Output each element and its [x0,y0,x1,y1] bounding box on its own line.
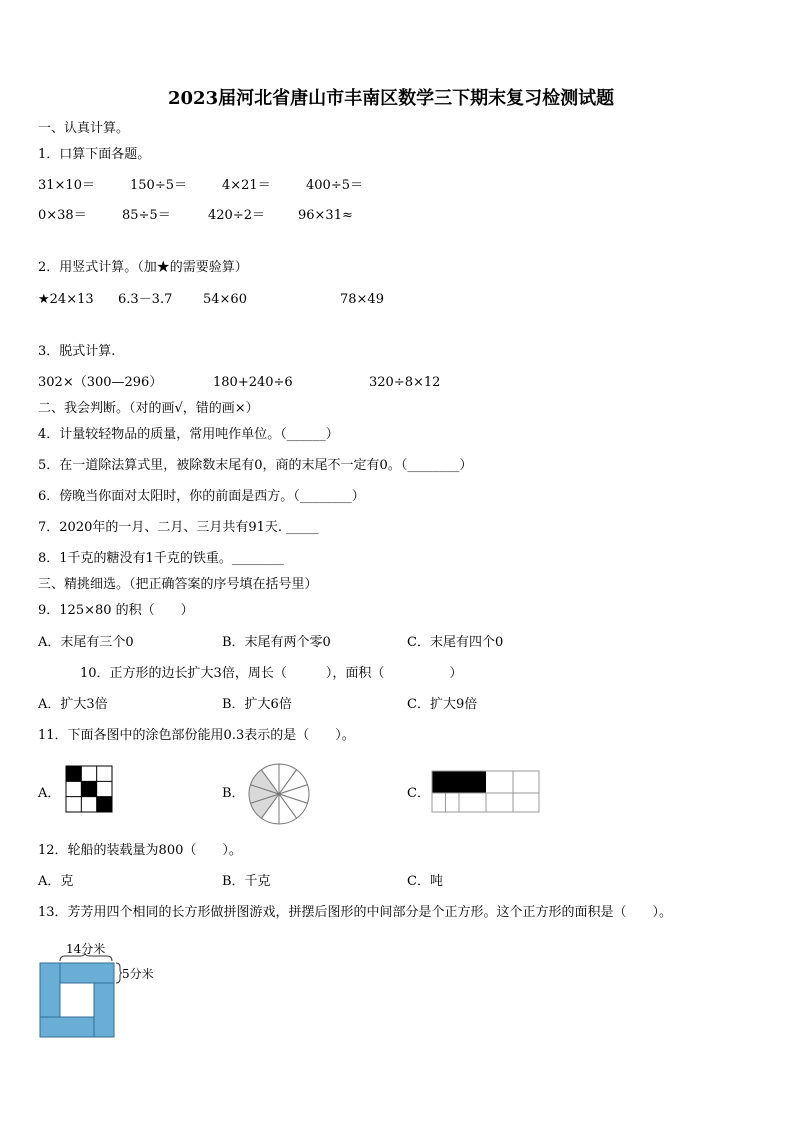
q12-option-b: B．千克 [222,874,271,889]
vertical-calc-4: 78×49 [340,292,384,307]
calc-1-1: 31×10＝ [38,178,95,193]
step-calc-3: 320÷8×12 [369,375,441,390]
step-calc-2: 180+240÷6 [213,375,293,390]
section-heading-1: 一、认真计算。 [38,121,130,136]
grid-a-cell-shaded-3 [97,797,112,812]
q9-option-c: C．末尾有四个0 [407,635,504,650]
q13-width-label: 14分米 [66,942,106,956]
strip-c-shaded-block [432,771,486,793]
step-calc-1: 302×（300—296） [38,375,163,390]
question-13-stem: 13．芳芳用四个相同的长方形做拼图游戏，拼摆后图形的中间部分是个正方形。这个正方形的面积是（ ）。 [38,905,673,920]
question-2-stem: 2．用竖式计算。（加★的需要验算） [38,260,248,275]
calc-2-3: 420÷2＝ [208,208,265,223]
section-heading-2: 二、我会判断。（对的画√，错的画×） [38,401,259,416]
grid-a-cell-shaded-1 [66,766,81,781]
page-title: 2023届河北省唐山市丰南区数学三下期末复习检测试题 [168,88,615,109]
q11-figure-b-circle [248,763,310,825]
q13-rect-left [40,963,60,1017]
q11-figure-c-strip [432,771,540,813]
question-3-stem: 3．脱式计算. [38,344,116,359]
q12-option-a: A．克 [38,874,74,889]
q13-rectangles-figure [40,953,122,1039]
q9-option-b: B．末尾有两个零0 [222,635,331,650]
question-11-stem: 11．下面各图中的涂色部份能用0.3表示的是（ ）。 [38,728,355,743]
calc-1-4: 400÷5＝ [306,178,363,193]
question-9-stem: 9．125×80 的积（ ） [38,603,194,618]
judge-question-5: 5．在一道除法算式里，被除数末尾有0，商的末尾不一定有0。（________） [38,458,473,473]
calc-2-1: 0×38＝ [38,208,87,223]
judge-question-7: 7．2020年的一月、二月、三月共有91天. _____ [38,520,319,535]
q13-center-square [60,983,94,1017]
q13-height-label: 5分米 [122,967,154,981]
q13-rect-right [94,983,114,1037]
judge-question-6: 6．傍晚当你面对太阳时，你的前面是西方。（________） [38,489,365,504]
q13-rect-bottom [40,1017,94,1037]
q11-label-c: C． [407,786,430,801]
q11-label-b: B． [222,786,245,801]
vertical-calc-2: 6.3－3.7 [118,292,173,307]
question-12-stem: 12．轮船的装载量为800（ ）。 [38,843,242,858]
vertical-calc-1: ★24×13 [38,292,94,307]
calc-1-3: 4×21＝ [222,178,271,193]
q12-option-c: C．吨 [407,874,443,889]
calc-2-2: 85÷5＝ [122,208,171,223]
judge-question-4: 4．计量较轻物品的质量，常用吨作单位。（______） [38,427,339,442]
question-10-stem: 10．正方形的边长扩大3倍，周长（ ），面积（ ） [80,666,463,681]
q11-label-a: A． [38,786,61,801]
section-heading-3: 三、精挑细选。（把正确答案的序号填在括号里） [38,577,318,592]
judge-question-8: 8．1千克的糖没有1千克的铁重。________ [38,551,284,566]
q10-option-b: B．扩大6倍 [222,697,292,712]
calc-2-4: 96×31≈ [298,208,353,223]
q10-option-a: A．扩大3倍 [38,697,108,712]
q13-top-brace [60,953,112,961]
q9-option-a: A．末尾有三个0 [38,635,134,650]
grid-a-cell-shaded-2 [81,781,96,796]
q10-option-c: C．扩大9倍 [407,697,478,712]
q13-rect-top [60,963,114,983]
question-1-stem: 1．口算下面各题。 [38,147,151,162]
q11-figure-a-grid [66,766,112,812]
vertical-calc-3: 54×60 [203,292,247,307]
calc-1-2: 150÷5＝ [130,178,187,193]
q13-right-brace [116,963,122,983]
